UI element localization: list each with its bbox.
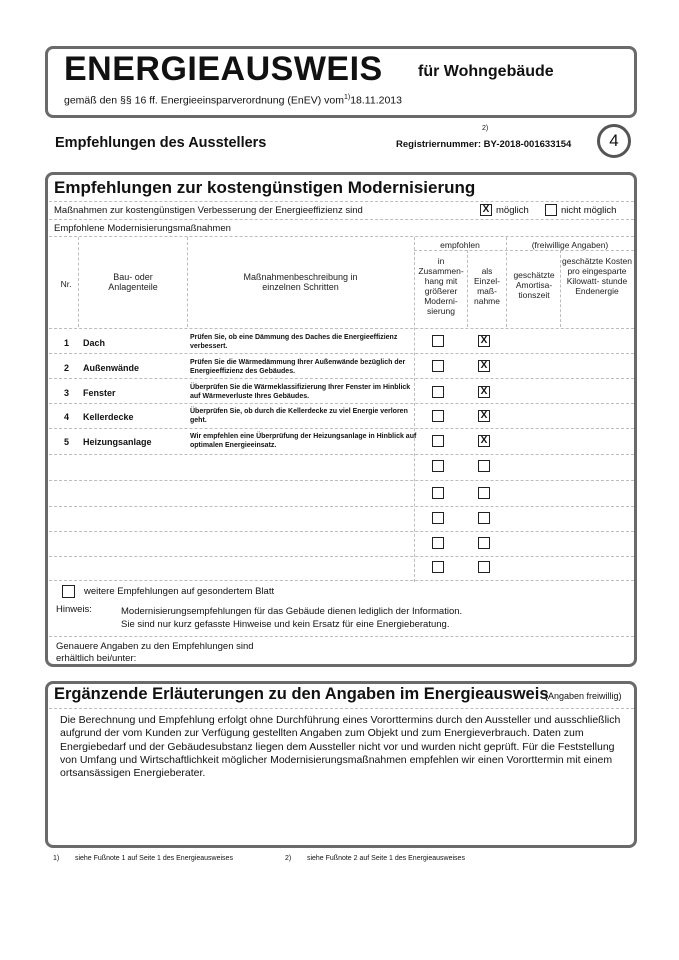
col-divider (187, 237, 188, 327)
note-label: Hinweis: (56, 604, 92, 615)
header-in-context: in Zusammen- hang mit größerer Moderni- sierung (418, 256, 464, 316)
supplementary-optional-note: (Angaben freiwillig) (545, 691, 622, 701)
divider (49, 636, 634, 637)
single-measure-checkbox[interactable] (478, 460, 490, 472)
single-measure-checkbox[interactable]: X (478, 435, 490, 447)
divider (49, 708, 634, 709)
further-recommendations-checkbox[interactable] (62, 585, 75, 598)
row-part: Kellerdecke (83, 412, 134, 422)
single-measure-checkbox[interactable]: X (478, 360, 490, 372)
divider (49, 403, 634, 404)
row-description: Prüfen Sie die Wärmedämmung Ihrer Außenwände bezüglich der Energieeffizienz des Gebäudes. (190, 359, 406, 375)
footnote-1-text: siehe Fußnote 1 auf Seite 1 des Energieausweises (74, 855, 233, 862)
row-description: Prüfen Sie, ob eine Dämmung des Daches die Energieeffizienz verbessert. (190, 334, 398, 350)
page-number: 4 (609, 131, 619, 150)
single-measure-checkbox[interactable] (478, 561, 490, 573)
row-nr: 4 (64, 412, 70, 422)
divider (49, 428, 634, 429)
page-number-badge (597, 124, 631, 158)
details-label-line-1: Genauere Angaben zu den Empfehlungen sind (56, 641, 254, 652)
single-measure-checkbox[interactable] (478, 487, 490, 499)
header-nr: Nr. (60, 279, 72, 289)
col-divider (78, 237, 79, 327)
header-amortization: geschätzte Amortisa- tionszeit (513, 270, 555, 300)
divider (49, 506, 634, 507)
header-recommended: empfohlen (440, 240, 480, 250)
row-nr: 2 (64, 363, 70, 373)
row-part: Fenster (83, 388, 116, 398)
registration (396, 139, 571, 150)
possible-label: möglich (496, 205, 529, 216)
divider (49, 580, 634, 581)
further-recommendations-label: weitere Empfehlungen auf gesondertem Blatt (84, 586, 275, 597)
footnote-1 (53, 855, 233, 862)
details-label-line-2: erhältlich bei/unter: (56, 653, 137, 664)
divider (49, 531, 634, 532)
document-title: ENERGIEAUSWEIS (64, 50, 383, 88)
footnote-ref-1: 1) (343, 94, 351, 101)
in-context-checkbox[interactable] (432, 386, 444, 398)
registration-label: Registriernummer: (396, 139, 481, 150)
divider (49, 353, 634, 354)
single-measure-checkbox[interactable] (478, 537, 490, 549)
legal-date: 18.11.2013 (350, 94, 402, 107)
document-subtitle: für Wohngebäude (418, 63, 554, 80)
footnote-2-ref: 2) (285, 855, 292, 862)
col-divider (467, 250, 468, 327)
in-context-checkbox[interactable] (432, 435, 444, 447)
supplementary-body: Die Berechnung und Empfehlung erfolgt ohne Durchführung eines Vororttermins durch den Aussteller und ausschließlich aufgrund der vom Kunden zur Verfügung gestellten Angaben zum Objekt und zum Energieverbrauch. Daten zum Energiebedarf und der Gebäudesubstanz liegen dem Aussteller nicht vor und wurden nicht geprüft. Für die Feststellung von Umfang und Wirtschaftlichkeit möglicher Modernisierungsmaßnahmen empfehlen wir einen Vororttermin mit einem ortsansässigen Energieberater. (60, 714, 621, 780)
single-measure-checkbox[interactable]: X (478, 335, 490, 347)
divider (49, 480, 634, 481)
single-measure-checkbox[interactable] (478, 512, 490, 524)
in-context-checkbox[interactable] (432, 561, 444, 573)
in-context-checkbox[interactable] (432, 335, 444, 347)
row-description: Wir empfehlen eine Überprüfung der Heizungsanlage in Hinblick auf optimalen Energieeinsatz. (190, 433, 417, 449)
divider (49, 378, 634, 379)
in-context-checkbox[interactable] (432, 360, 444, 372)
row-nr: 5 (64, 437, 70, 447)
row-nr: 3 (64, 388, 70, 398)
divider (49, 454, 634, 455)
row-description: Überprüfen Sie, ob durch die Kellerdecke zu viel Energie verloren geht. (190, 408, 408, 424)
row-description: Überprüfen Sie die Wärmeklassifizierung Ihrer Fenster im Hinblick auf Wärmeverluste Ihres Gebäudes. (190, 384, 411, 400)
in-context-checkbox[interactable] (432, 487, 444, 499)
divider (49, 556, 634, 557)
recommended-label: Empfohlene Modernisierungsmaßnahmen (54, 223, 231, 234)
note-line-2: Sie sind nur kurz gefasste Hinweise und kein Ersatz für eine Energieberatung. (121, 619, 450, 630)
col-divider (560, 250, 561, 327)
modernization-title: Empfehlungen zur kostengünstigen Modernisierung (54, 178, 476, 197)
registration-number: BY-2018-001633154 (483, 139, 572, 150)
footnote-2-text: siehe Fußnote 2 auf Seite 1 des Energieausweises (306, 855, 465, 862)
measures-statement: Maßnahmen zur kostengünstigen Verbesserung der Energieeffizienz sind (54, 205, 363, 216)
header-bottom (49, 328, 634, 329)
divider (49, 201, 634, 202)
footnote-2 (285, 855, 465, 862)
divider (49, 236, 634, 237)
row-nr: 1 (64, 338, 70, 348)
header-cost: geschätzte Kosten pro eingesparte Kilowatt- stunde Endenergie (562, 256, 632, 296)
header-part: Bau- oder Anlagenteile (108, 272, 158, 292)
header-single: als Einzel- maß- nahme (474, 266, 500, 306)
in-context-checkbox[interactable] (432, 460, 444, 472)
not-possible-label: nicht möglich (561, 205, 617, 216)
section-title: Empfehlungen des Ausstellers (55, 135, 267, 151)
possible-checkbox[interactable]: X (480, 204, 492, 216)
divider (414, 250, 634, 251)
row-part: Dach (83, 338, 106, 348)
not-possible-checkbox[interactable] (545, 204, 557, 216)
row-part: Außenwände (83, 363, 140, 373)
footnote-ref-2: 2) (482, 125, 489, 132)
legal-prefix: gemäß den §§ 16 ff. Energieeinsparverordnung (EnEV) vom (64, 94, 344, 107)
header-voluntary: (freiwillige Angaben) (531, 240, 609, 250)
single-measure-checkbox[interactable]: X (478, 386, 490, 398)
in-context-checkbox[interactable] (432, 537, 444, 549)
note-line-1: Modernisierungsempfehlungen für das Gebäude dienen lediglich der Information. (121, 606, 463, 617)
in-context-checkbox[interactable] (432, 410, 444, 422)
footnote-1-ref: 1) (53, 855, 60, 862)
legal-basis (64, 94, 402, 107)
in-context-checkbox[interactable] (432, 512, 444, 524)
header-description: Maßnahmenbeschreibung in einzelnen Schritten (243, 272, 358, 292)
single-measure-checkbox[interactable]: X (478, 410, 490, 422)
supplementary-title: Ergänzende Erläuterungen zu den Angaben im Energieausweis (54, 685, 549, 703)
divider (49, 219, 634, 220)
row-part: Heizungsanlage (83, 437, 152, 447)
